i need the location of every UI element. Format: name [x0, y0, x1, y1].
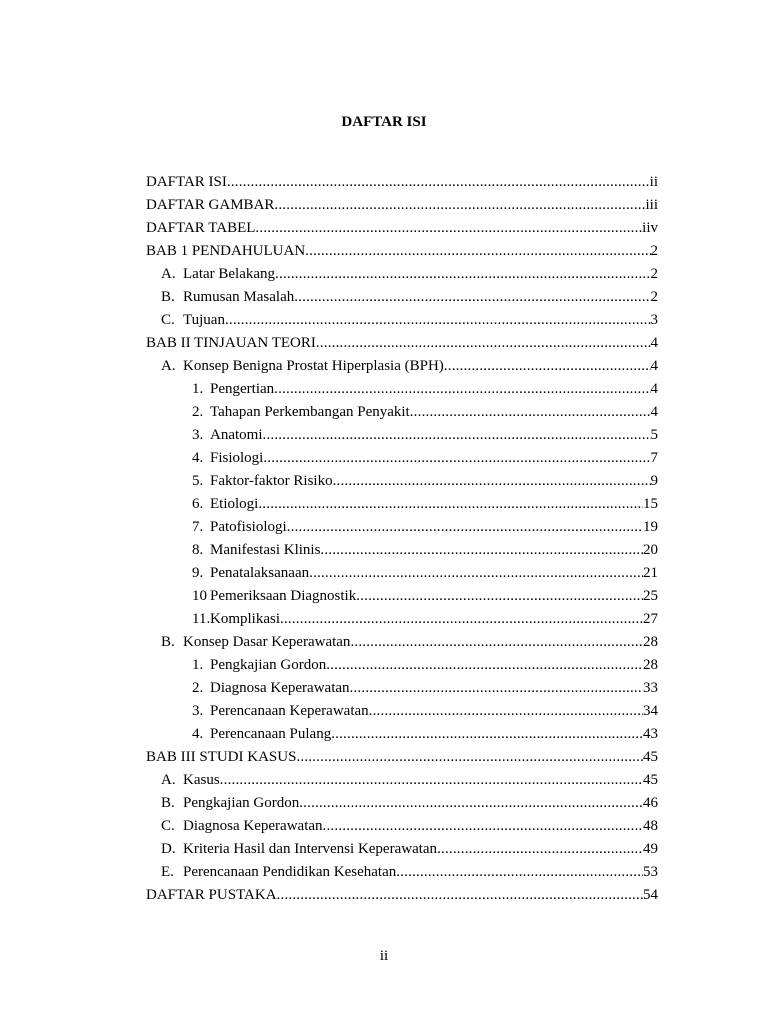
- toc-entry-title: DAFTAR TABEL: [146, 220, 256, 236]
- toc-entry-marker: C.: [161, 818, 175, 834]
- dot-leader: [287, 516, 643, 539]
- toc-entry-title: Konsep Benigna Prostat Hiperplasia (BPH): [183, 358, 444, 374]
- toc-entry[interactable]: [146, 792, 658, 815]
- toc-entry-page: 28: [643, 634, 658, 650]
- toc-entry[interactable]: [146, 424, 658, 447]
- toc-entry-title: BAB II TINJAUAN TEORI: [146, 335, 316, 351]
- toc-entry-title: Perencanaan Pendidikan Kesehatan: [183, 864, 397, 880]
- dot-leader: [274, 194, 645, 217]
- toc-entry[interactable]: [146, 654, 658, 677]
- dot-leader: [323, 815, 643, 838]
- dot-leader: [227, 171, 650, 194]
- dot-leader: [333, 470, 651, 493]
- toc-entry-marker: 8.: [192, 542, 204, 558]
- toc-entry-title: Fisiologi: [210, 450, 264, 466]
- toc-entry-title: Penatalaksanaan: [210, 565, 310, 581]
- toc-entry-page: 2: [650, 243, 658, 259]
- toc-entry-title: Diagnosa Keperawatan: [210, 680, 350, 696]
- toc-entry-marker: B.: [161, 634, 175, 650]
- toc-entry[interactable]: [146, 401, 658, 424]
- toc-entry-title: Patofisiologi: [210, 519, 287, 535]
- toc-entry-page: 25: [643, 588, 658, 604]
- dot-leader: [275, 263, 650, 286]
- toc-entry-page: 45: [643, 772, 658, 788]
- dot-leader: [316, 332, 651, 355]
- toc-entry-page: 33: [643, 680, 658, 696]
- dot-leader: [396, 861, 643, 884]
- toc-entry-page: 21: [643, 565, 658, 581]
- toc-entry-page: 28: [643, 657, 658, 673]
- toc-entry[interactable]: [146, 286, 658, 309]
- toc-entry[interactable]: [146, 171, 658, 194]
- dot-leader: [369, 700, 643, 723]
- toc-entry[interactable]: [146, 240, 658, 263]
- dot-leader: [255, 217, 642, 240]
- dot-leader: [274, 378, 650, 401]
- toc-entry-title: Perencanaan Keperawatan: [210, 703, 369, 719]
- toc-entry-page: 34: [643, 703, 658, 719]
- toc-entry-title: Tujuan: [183, 312, 225, 328]
- toc-entry-page: 27: [643, 611, 658, 627]
- toc-entry-marker: A.: [161, 772, 176, 788]
- toc-entry-page: 15: [643, 496, 658, 512]
- toc-entry-page: ii: [649, 174, 658, 190]
- toc-entry-page: iii: [645, 197, 658, 213]
- toc-entry[interactable]: [146, 309, 658, 332]
- toc-entry-marker: C.: [161, 312, 175, 328]
- dot-leader: [220, 769, 643, 792]
- dot-leader: [350, 677, 643, 700]
- toc-entry-title: Rumusan Masalah: [183, 289, 295, 305]
- dot-leader: [444, 355, 651, 378]
- toc-entry-title: Diagnosa Keperawatan: [183, 818, 323, 834]
- toc-entry-title: Tahapan Perkembangan Penyakit: [210, 404, 410, 420]
- toc-entry[interactable]: [146, 884, 658, 907]
- toc-entry-page: 2: [650, 289, 658, 305]
- toc-entry-page: 19: [643, 519, 658, 535]
- toc-entry-page: 7: [650, 450, 658, 466]
- toc-entry-marker: 2.: [192, 404, 204, 420]
- toc-entry-marker: 2.: [192, 680, 204, 696]
- dot-leader: [350, 631, 643, 654]
- toc-entry[interactable]: [146, 769, 658, 792]
- toc-entry-title: BAB 1 PENDAHULUAN: [146, 243, 306, 259]
- toc-entry-title: Pengkajian Gordon: [210, 657, 327, 673]
- toc-entry-page: 4: [650, 358, 658, 374]
- toc-entry-page: 4: [650, 404, 658, 420]
- toc-entry-page: 43: [643, 726, 658, 742]
- dot-leader: [225, 309, 651, 332]
- toc-entry[interactable]: [146, 585, 658, 608]
- toc-entry[interactable]: [146, 631, 658, 654]
- dot-leader: [305, 240, 650, 263]
- toc-entry-title: Etiologi: [210, 496, 259, 512]
- dot-leader: [309, 562, 643, 585]
- toc-entry[interactable]: [146, 677, 658, 700]
- toc-entry-title: Latar Belakang: [183, 266, 276, 282]
- dot-leader: [296, 746, 643, 769]
- toc-entry-title: DAFTAR ISI: [146, 174, 227, 190]
- toc-entry-marker: 9.: [192, 565, 204, 581]
- toc-entry-title: Anatomi: [210, 427, 263, 443]
- dot-leader: [258, 493, 643, 516]
- dot-leader: [331, 723, 643, 746]
- toc-entry[interactable]: [146, 355, 658, 378]
- toc-entry[interactable]: [146, 723, 658, 746]
- toc-entry-marker: A.: [161, 358, 176, 374]
- toc-entry-marker: 5.: [192, 473, 204, 489]
- toc-entry-page: 53: [643, 864, 658, 880]
- toc-entry-page: 5: [650, 427, 658, 443]
- toc-entry[interactable]: [146, 608, 658, 631]
- toc-entry-marker: 1.: [192, 657, 204, 673]
- dot-leader: [280, 608, 643, 631]
- toc-entry-page: 9: [650, 473, 658, 489]
- toc-entry-title: DAFTAR GAMBAR: [146, 197, 275, 213]
- dot-leader: [326, 654, 643, 677]
- toc-entry-title: Pengkajian Gordon: [183, 795, 300, 811]
- toc-entry-marker: 7.: [192, 519, 204, 535]
- toc-entry-marker: 1.: [192, 381, 204, 397]
- toc-entry-marker: D.: [161, 841, 176, 857]
- toc-entry-page: 45: [643, 749, 658, 765]
- toc-entry[interactable]: [146, 838, 658, 861]
- toc-entry-marker: 4.: [192, 450, 204, 466]
- toc-entry-page: 54: [643, 887, 658, 903]
- toc-entry-page: 2: [650, 266, 658, 282]
- toc-entry-marker: 3.: [192, 703, 204, 719]
- toc-entry-marker: B.: [161, 795, 175, 811]
- toc-entry-marker: B.: [161, 289, 175, 305]
- toc-entry-marker: 3.: [192, 427, 204, 443]
- dot-leader: [294, 286, 650, 309]
- toc-entry-title: Konsep Dasar Keperawatan: [183, 634, 351, 650]
- toc-entry-marker: 11.: [192, 611, 211, 627]
- toc-entry-title: Faktor-faktor Risiko: [210, 473, 333, 489]
- toc-entry-title: Pemeriksaan Diagnostik: [210, 588, 357, 604]
- toc-entry-title: Perencanaan Pulang: [210, 726, 332, 742]
- toc-entry-title: Kasus: [183, 772, 220, 788]
- toc-entry-marker: 6.: [192, 496, 204, 512]
- toc-entry[interactable]: [146, 332, 658, 355]
- page-number: ii: [379, 948, 389, 964]
- toc-entry-page: 48: [643, 818, 658, 834]
- toc-entry[interactable]: [146, 447, 658, 470]
- toc-entry-page: 49: [643, 841, 658, 857]
- page-title: DAFTAR ISI: [341, 114, 427, 130]
- dot-leader: [437, 838, 643, 861]
- dot-leader: [263, 424, 651, 447]
- toc-entry[interactable]: [146, 516, 658, 539]
- toc-entry-marker: E.: [161, 864, 174, 880]
- toc-entry-title: BAB III STUDI KASUS: [146, 749, 297, 765]
- dot-leader: [320, 539, 643, 562]
- toc-entry-page: 46: [643, 795, 658, 811]
- dot-leader: [410, 401, 651, 424]
- toc-entry-title: Pengertian: [210, 381, 275, 397]
- toc-entry-page: iiv: [642, 220, 658, 236]
- toc-entry-marker: 4.: [192, 726, 204, 742]
- toc-entry[interactable]: [146, 539, 658, 562]
- toc-entry-page: 20: [643, 542, 658, 558]
- toc-entry[interactable]: [146, 470, 658, 493]
- toc-entry[interactable]: [146, 815, 658, 838]
- toc-entry[interactable]: [146, 217, 658, 240]
- toc-entry-title: DAFTAR PUSTAKA: [146, 887, 277, 903]
- table-of-contents: [146, 171, 658, 907]
- toc-entry-title: Komplikasi: [210, 611, 280, 627]
- toc-entry[interactable]: [146, 194, 658, 217]
- toc-entry-title: Manifestasi Klinis: [210, 542, 321, 558]
- toc-entry-marker: A.: [161, 266, 176, 282]
- toc-entry-page: 4: [650, 335, 658, 351]
- toc-entry[interactable]: [146, 493, 658, 516]
- dot-leader: [263, 447, 650, 470]
- toc-entry-marker: 10: [192, 588, 207, 604]
- toc-entry-page: 3: [650, 312, 658, 328]
- dot-leader: [277, 884, 643, 907]
- toc-entry[interactable]: [146, 861, 658, 884]
- dot-leader: [356, 585, 643, 608]
- toc-entry[interactable]: [146, 378, 658, 401]
- toc-entry[interactable]: [146, 562, 658, 585]
- toc-entry[interactable]: [146, 263, 658, 286]
- toc-entry-page: 4: [650, 381, 658, 397]
- toc-entry[interactable]: [146, 700, 658, 723]
- dot-leader: [299, 792, 643, 815]
- toc-entry[interactable]: [146, 746, 658, 769]
- toc-entry-title: Kriteria Hasil dan Intervensi Keperawatan: [183, 841, 438, 857]
